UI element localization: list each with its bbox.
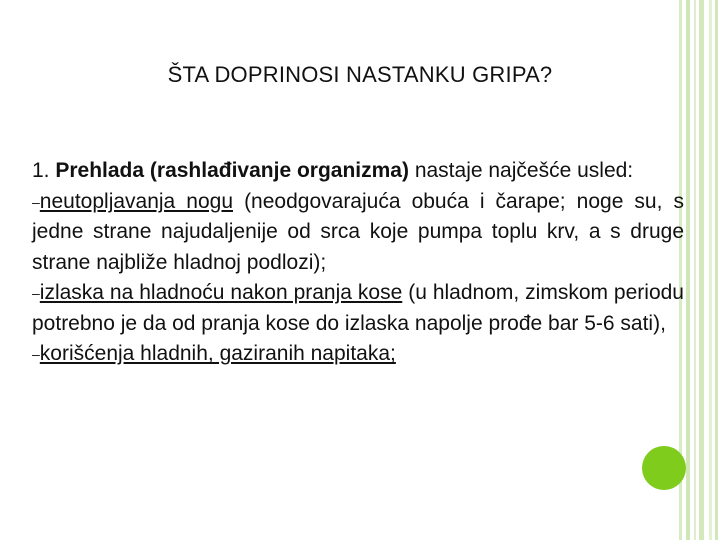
decorative-green-dot	[642, 446, 686, 490]
item-bullet: –	[32, 346, 40, 363]
list-item	[32, 278, 684, 339]
intro-bold-text: Prehlada (rashlađivanje organizma)	[55, 159, 409, 182]
list-item	[32, 339, 684, 370]
decorative-stripe	[715, 0, 718, 540]
item-bullet: –	[32, 285, 40, 302]
intro-paragraph	[32, 156, 684, 187]
decorative-stripe	[709, 0, 712, 540]
intro-number: 1.	[32, 159, 50, 182]
item-underlined-text: korišćenja hladnih, gaziranih napitaka;	[39, 342, 396, 366]
intro-rest-text: nastaje najčešće usled:	[414, 159, 634, 182]
decorative-stripe	[694, 0, 696, 540]
decorative-stripe	[686, 0, 690, 540]
item-underlined-text: izlaska na hladnoću nakon pranja kose	[39, 281, 403, 305]
decorative-stripe	[699, 0, 704, 540]
slide-title: ŠTA DOPRINOSI NASTANKU GRIPA?	[167, 62, 553, 87]
item-text: (u hladnom, zimskom periodu potrebno je da od pranja kose do izlaska napolje prođe bar 5-6 sati),	[32, 281, 684, 335]
item-underlined-text: neutopljavanja nogu	[39, 189, 234, 213]
slide-body	[32, 156, 684, 370]
item-bullet: –	[32, 193, 40, 210]
item-text: (neodgovarajuća obuća i čarape; noge su, s jedne strane najudaljenije od srca koje pumpa toplu krv, a s druge strane najbliže hladnoj podlozi);	[32, 189, 684, 274]
list-item	[32, 187, 684, 279]
